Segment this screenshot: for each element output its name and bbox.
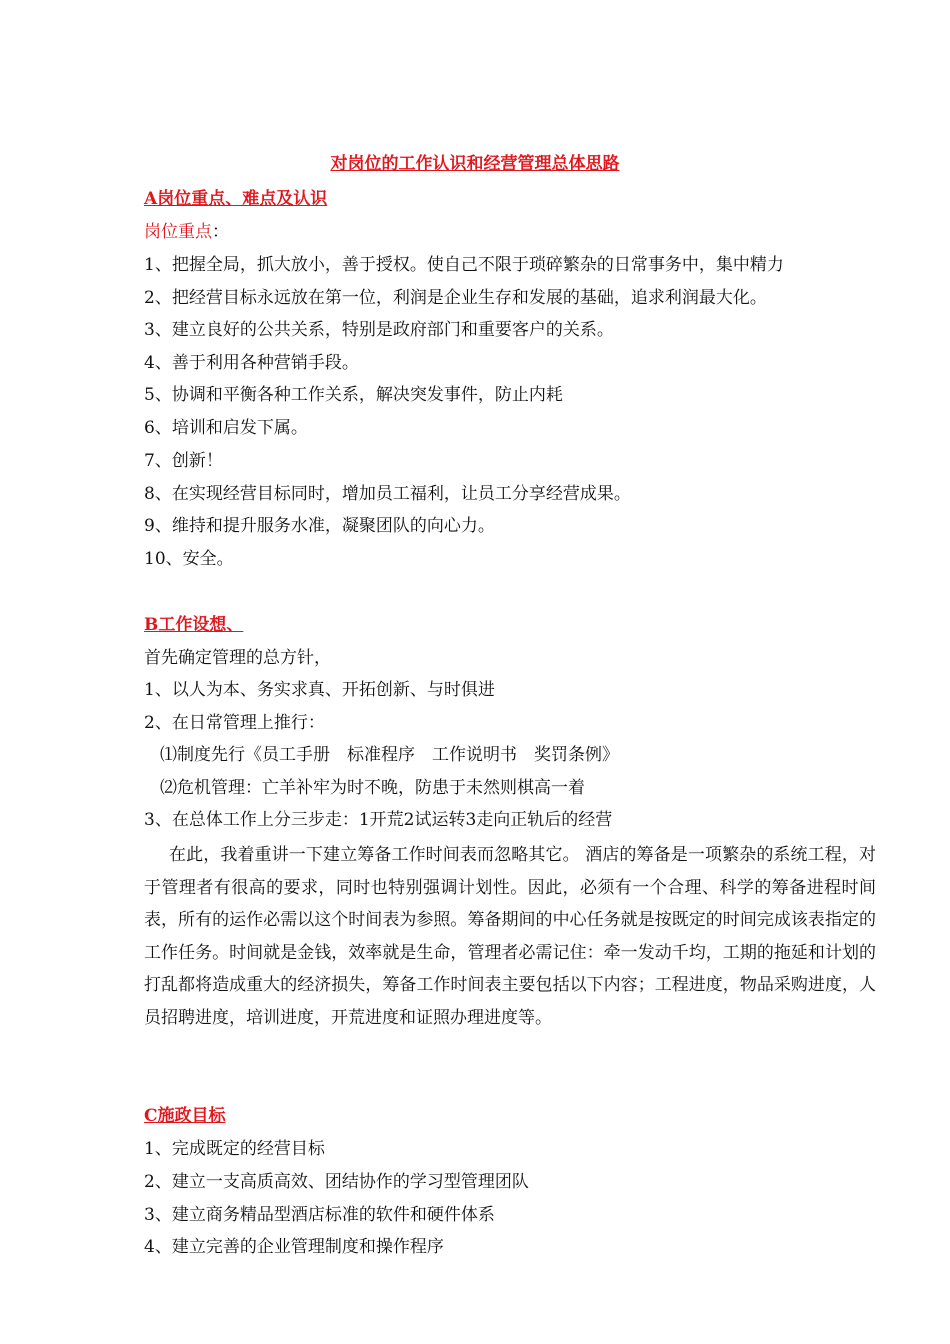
section-a-item: 5、协调和平衡各种工作关系，解决突发事件，防止内耗 [144, 385, 563, 405]
section-a-sublabel-colon: ： [212, 222, 229, 242]
document-title: 对岗位的工作认识和经营管理总体思路 [330, 154, 620, 174]
section-a-item: 1、把握全局，抓大放小，善于授权。使自己不限于琐碎繁杂的日常事务中，集中精力 [144, 255, 784, 275]
section-b-heading: B工作设想、 [144, 615, 244, 635]
section-a-heading: A岗位重点、难点及认识 [144, 189, 328, 209]
section-a-item: 8、在实现经营目标同时，增加员工福利，让员工分享经营成果。 [144, 484, 631, 504]
section-a-item: 9、维持和提升服务水准，凝聚团队的向心力。 [144, 516, 495, 536]
section-c-item: 3、建立商务精品型酒店标准的软件和硬件体系 [144, 1205, 495, 1225]
section-a-item: 6、培训和启发下属。 [144, 418, 308, 438]
section-b-subitem: ⑵危机管理：亡羊补牢为时不晚，防患于未然则棋高一着 [160, 778, 585, 798]
section-b-subitem: ⑴制度先行《员工手册 标准程序 工作说明书 奖罚条例》 [160, 745, 619, 765]
section-a-item: 10、安全。 [144, 549, 234, 569]
section-b-item: 2、在日常管理上推行： [144, 713, 325, 733]
section-b-item: 3、在总体工作上分三步走：1开荒2试运转3走向正轨后的经营 [144, 810, 613, 830]
section-c-heading: C施政目标 [144, 1106, 226, 1126]
section-a-item: 7、创新！ [144, 451, 223, 471]
section-c-item: 4、建立完善的企业管理制度和操作程序 [144, 1237, 444, 1257]
section-b-item: 1、以人为本、务实求真、开拓创新、与时俱进 [144, 680, 495, 700]
section-a-item: 4、善于利用各种营销手段。 [144, 353, 359, 373]
section-b-paragraph: 在此，我着重讲一下建立筹备工作时间表而忽略其它。 酒店的筹备是一项繁杂的系统工程，对于管理者有很高的要求，同时也特别强调计划性。因此，必须有一个合理、科学的筹备进程时间表，所有的运作必需以这个时间表为参照。筹备期间的中心任务就是按既定的时间完成该表指定的工作任务。时间就是金钱，效率就是生命，管理者必需记住：牵一发动千均，工期的拖延和计划的打乱都将造成重大的经济损失，筹备工作时间表主要包括以下内容；工程进度，物品采购进度，人员招聘进度，培训进度，开荒进度和证照办理进度等。 [144, 845, 876, 1028]
section-a-sublabel: 岗位重点 [144, 222, 212, 242]
section-a-sublabel-line [144, 220, 229, 244]
section-a-item: 3、建立良好的公共关系，特别是政府部门和重要客户的关系。 [144, 320, 614, 340]
section-a-item: 2、把经营目标永远放在第一位，利润是企业生存和发展的基础，追求利润最大化。 [144, 288, 767, 308]
section-c-item: 1、完成既定的经营目标 [144, 1139, 325, 1159]
section-b-intro: 首先确定管理的总方针， [144, 648, 331, 668]
section-c-item: 2、建立一支高质高效、团结协作的学习型管理团队 [144, 1172, 529, 1192]
